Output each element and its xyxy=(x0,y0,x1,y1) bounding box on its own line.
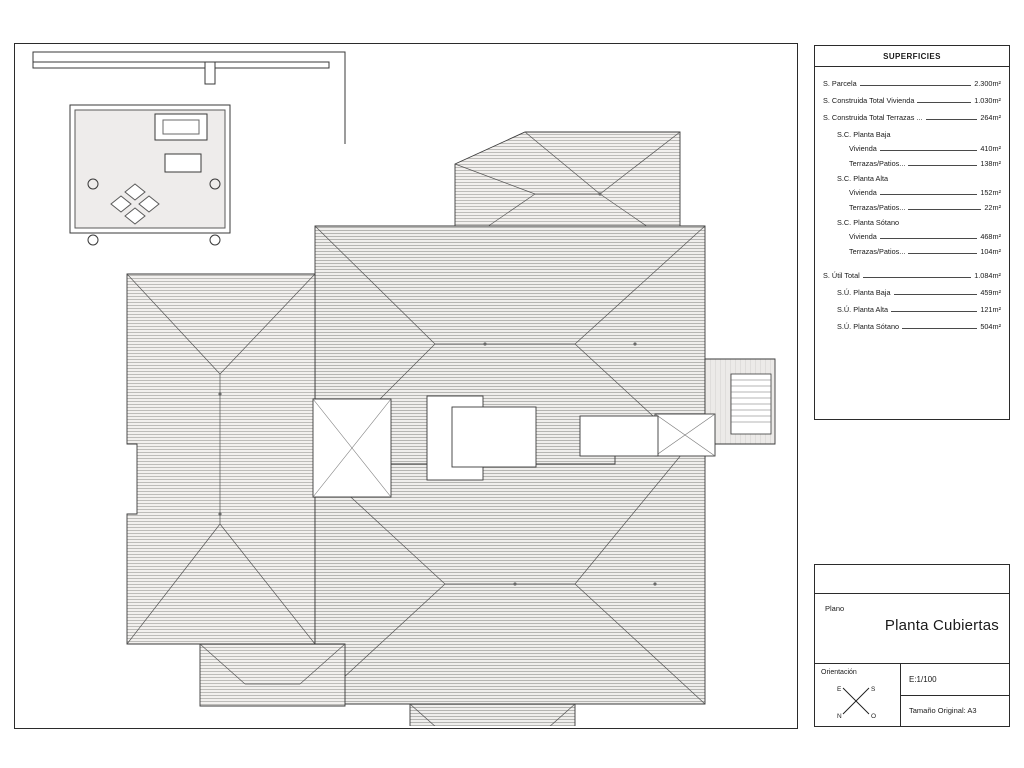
roof-plan-drawing xyxy=(15,44,795,726)
surface-label: Terrazas/Patios... xyxy=(849,203,906,212)
surface-row xyxy=(849,188,1001,197)
surface-row xyxy=(849,144,1001,153)
leader-line xyxy=(880,149,977,151)
leader-line xyxy=(908,208,981,210)
surface-value: 2.300m² xyxy=(974,79,1001,88)
surface-value: 22m² xyxy=(984,203,1001,212)
surface-row xyxy=(837,305,1001,314)
orientation-cell xyxy=(815,664,901,726)
surface-row xyxy=(849,247,1001,256)
orientation-label: Orientación xyxy=(821,669,857,676)
surfaces-title: SUPERFICIES xyxy=(815,46,1009,67)
leader-line xyxy=(863,276,971,278)
leader-line xyxy=(902,327,977,329)
surface-value: 104m² xyxy=(980,247,1001,256)
surface-row xyxy=(849,232,1001,241)
surface-value: 1.030m² xyxy=(974,96,1001,105)
surface-label: Vivienda xyxy=(849,188,877,197)
surface-row xyxy=(837,288,1001,297)
surfaces-list xyxy=(815,67,1009,347)
surface-row xyxy=(837,322,1001,331)
leader-line xyxy=(926,118,978,120)
surface-label: S.Ú. Planta Baja xyxy=(837,288,891,297)
leader-line xyxy=(860,84,972,86)
surface-value: 468m² xyxy=(980,232,1001,241)
compass-west-label: O xyxy=(871,713,877,720)
surface-row xyxy=(849,159,1001,168)
surface-value: 121m² xyxy=(980,305,1001,314)
surface-label: S. Construida Total Vivienda xyxy=(823,96,915,105)
compass-east-label: E xyxy=(837,686,842,693)
surfaces-panel xyxy=(814,45,1010,420)
surface-value: 410m² xyxy=(980,144,1001,153)
surface-row xyxy=(823,79,1001,88)
plano-label: Plano xyxy=(825,604,845,613)
paper-size-value: Tamaño Original: A3 xyxy=(909,706,977,716)
surface-value: 1.084m² xyxy=(974,271,1001,280)
surface-label: S. Parcela xyxy=(823,79,857,88)
surface-group-planta-alta: S.C. Planta Alta xyxy=(837,174,889,183)
plot-outline xyxy=(33,52,345,245)
surface-row xyxy=(823,96,1001,105)
surface-label: Vivienda xyxy=(849,232,877,241)
title-block xyxy=(814,564,1010,727)
surface-label: S.Ú. Planta Alta xyxy=(837,305,889,314)
surface-label: Terrazas/Patios... xyxy=(849,247,906,256)
surface-row xyxy=(823,271,1001,280)
leader-line xyxy=(880,193,977,195)
surface-row xyxy=(823,113,1001,122)
leader-line xyxy=(880,237,977,239)
surface-label: S.Ú. Planta Sótano xyxy=(837,322,900,331)
plan-name: Planta Cubiertas xyxy=(884,617,999,634)
surface-label: Terrazas/Patios... xyxy=(849,159,906,168)
leader-line xyxy=(908,164,977,166)
surface-label: S. Construida Total Terrazas ... xyxy=(823,113,923,122)
title-block-header xyxy=(815,565,1009,594)
surface-value: 504m² xyxy=(980,322,1001,331)
drawing-frame xyxy=(14,43,798,729)
surface-value: 152m² xyxy=(980,188,1001,197)
surface-value: 264m² xyxy=(980,113,1001,122)
surface-value: 459m² xyxy=(980,288,1001,297)
surface-value: 138m² xyxy=(980,159,1001,168)
surface-label: Vivienda xyxy=(849,144,877,153)
leader-line xyxy=(917,101,971,103)
surface-label: S. Útil Total xyxy=(823,271,860,280)
compass-north-label: N xyxy=(837,713,842,720)
compass-icon xyxy=(833,682,879,720)
surface-group-planta-baja: S.C. Planta Baja xyxy=(837,130,891,139)
compass-south-label: S xyxy=(871,686,876,693)
leader-line xyxy=(894,293,978,295)
surface-group-planta-sotano: S.C. Planta Sótano xyxy=(837,218,900,227)
leader-line xyxy=(891,310,977,312)
leader-line xyxy=(908,252,977,254)
surface-row xyxy=(849,203,1001,212)
scale-value: E:1/100 xyxy=(901,664,1009,696)
